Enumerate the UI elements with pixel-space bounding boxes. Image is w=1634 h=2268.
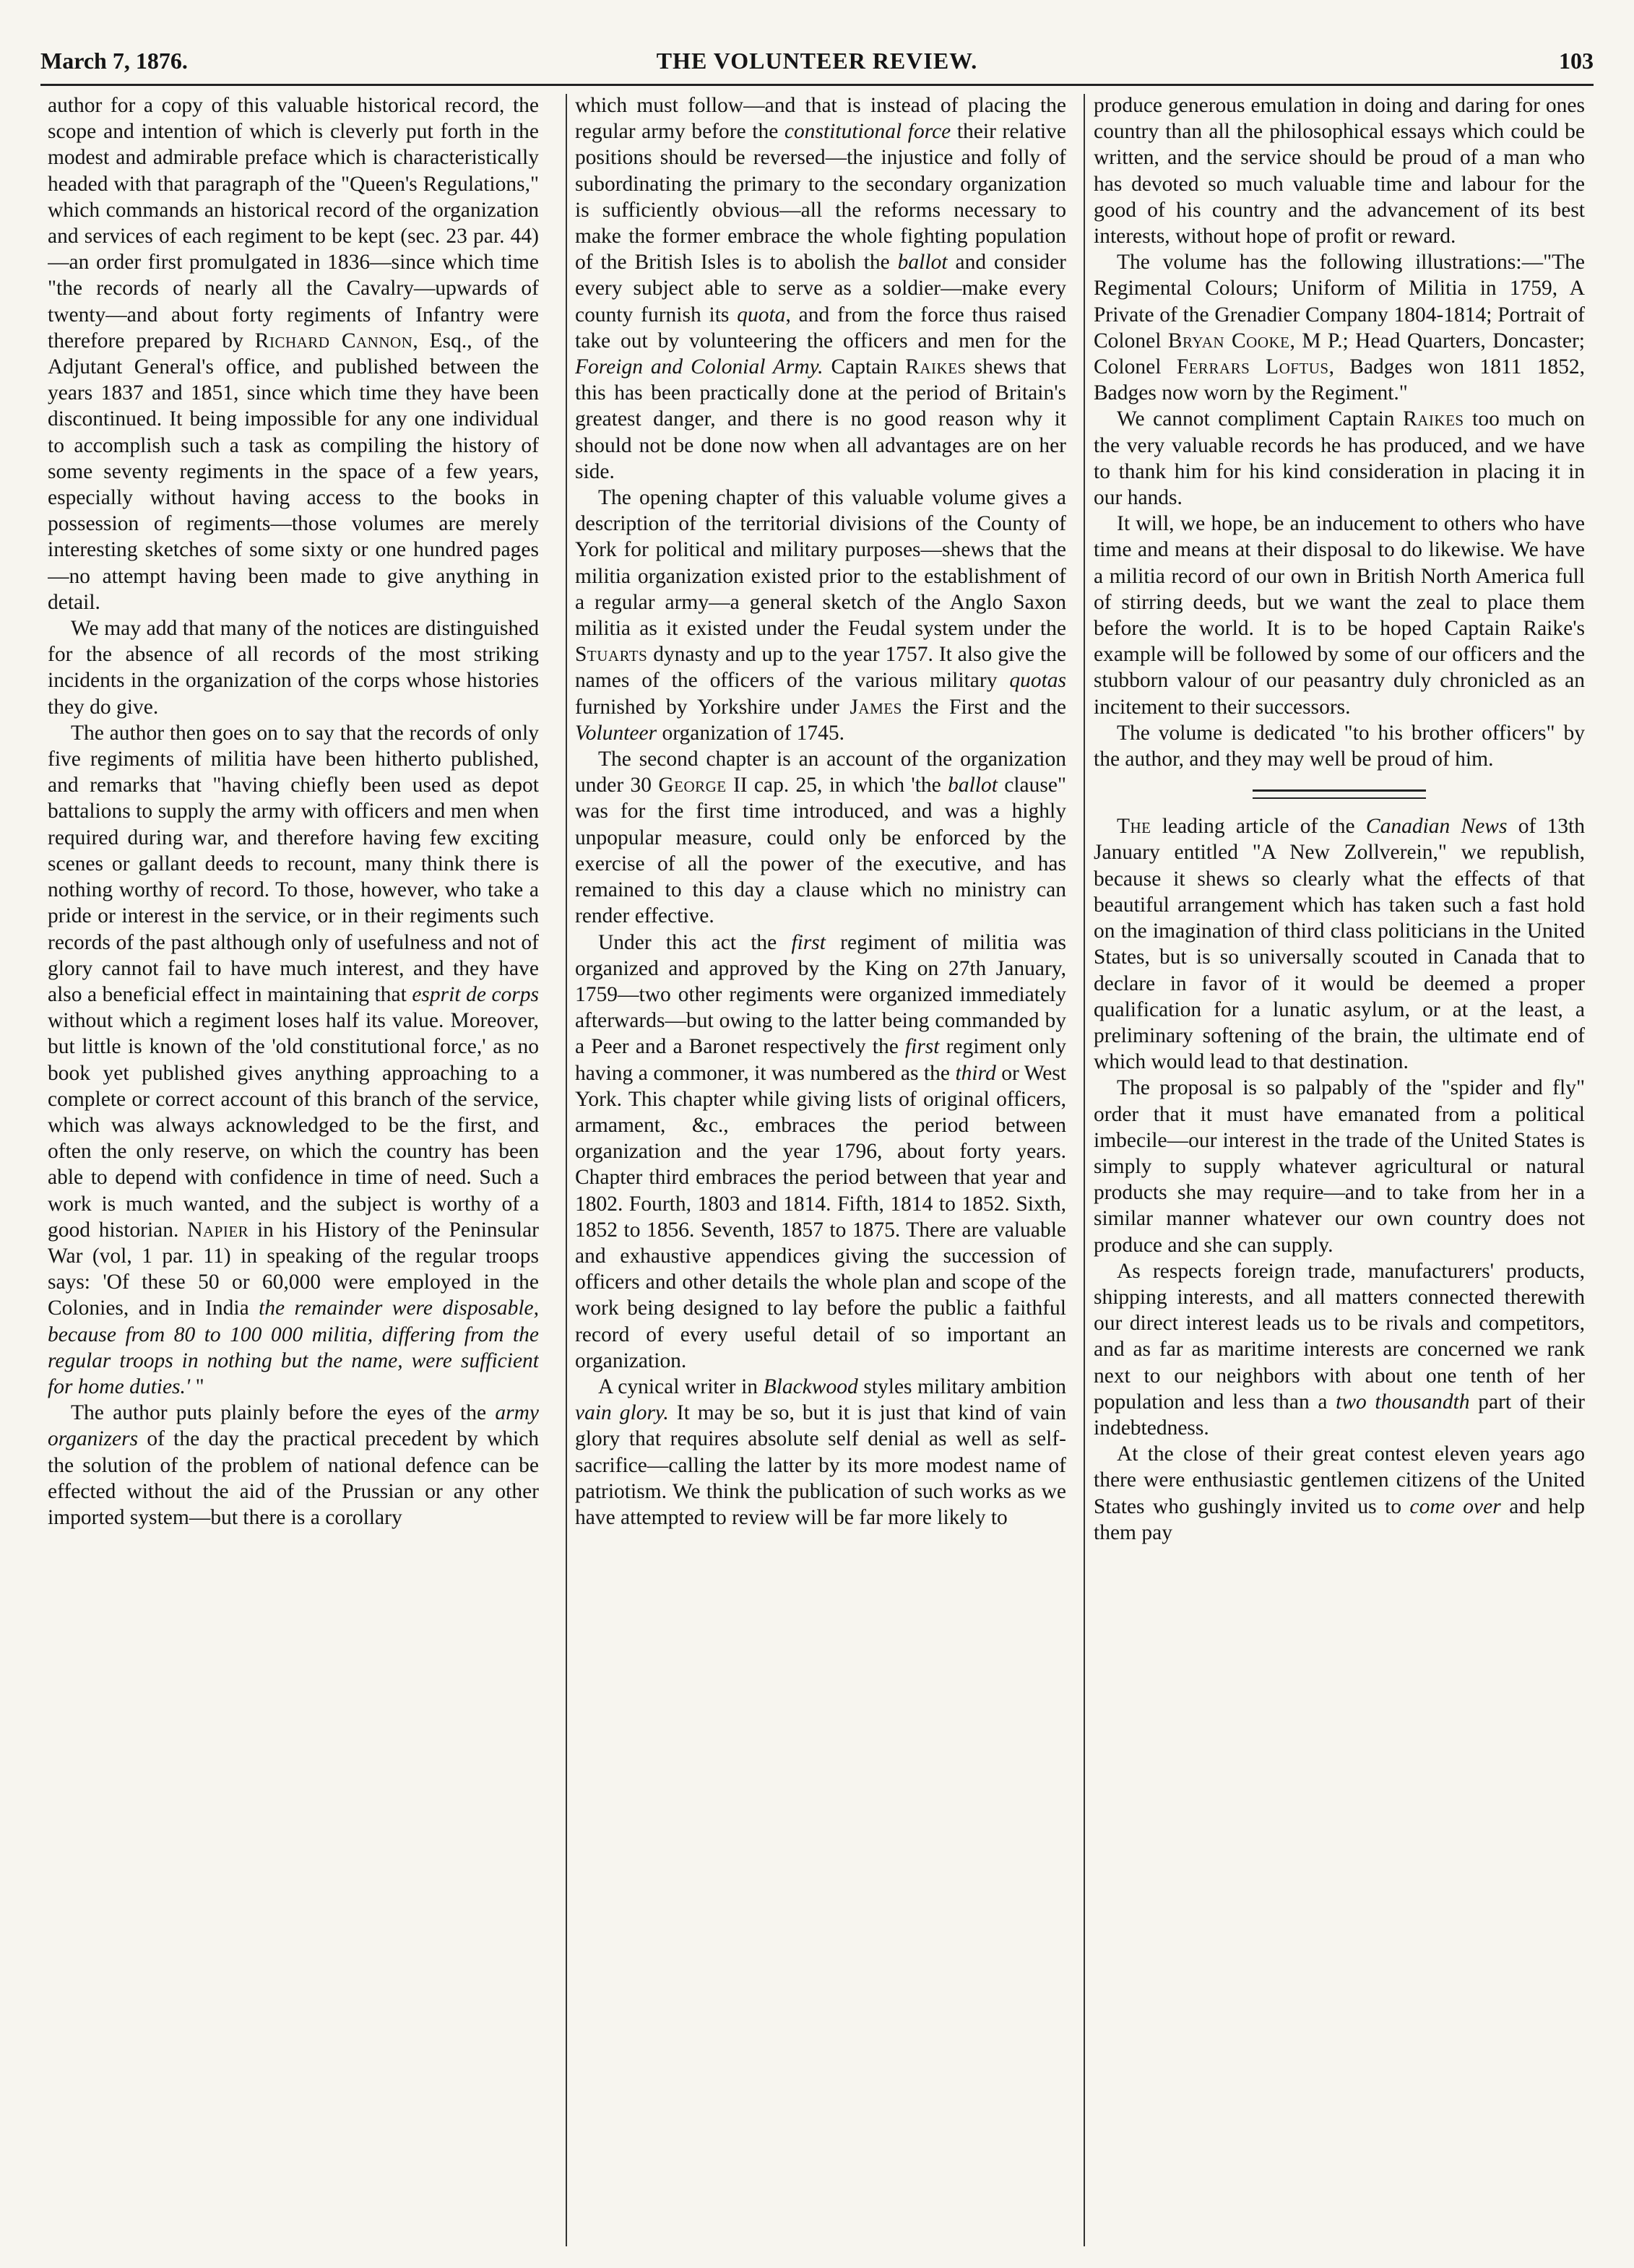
paragraph-4: Under this act the first regiment of militia was organized and approved by the King on 27th January, 1759—two other regiments were organized immediately afterwards—but owing to the latter being commanded by a Peer and a Baronet respectively the first regiment only having a commoner, it was numbered as the third or West York. This chapter while giving lists of original officers, armament, &c., embraces the period between organization and the year 1796, about forty years. Chapter third embraces the period between that year and 1802. Fourth, 1803 and 1814. Fifth, 1814 to 1852. Sixth, 1852 to 1856. Seventh, 1857 to 1875. There are valuable and exhaustive appendices giving the succession of officers and other details the whole plan and scope of the work being designed to lay before the public a faithful record of every useful detail of so important an organization. bbox=[575, 930, 1066, 1372]
column-2 bbox=[575, 92, 1066, 2252]
paragraph-2: The volume has the following illustrations:—"The Regimental Colours; Uniform of Militia in 1759, A Private of the Grenadier Company 1804-1814; Portrait of Colonel Bryan Cooke, M P.; Head Quarters, Doncaster; Colonel Ferrars Loftus, Badges won 1811 1852, Badges now worn by the Regiment." bbox=[1094, 251, 1585, 405]
paragraph-4: The author puts plainly before the eyes of the army organizers of the day the practical precedent by which the solution of the problem of national defence can be effected without the aid of the Prussian or any other imported system—but there is a corollary bbox=[48, 1401, 539, 1529]
paragraph-2: We may add that many of the notices are distinguished for the absence of all records of the most striking incidents in the organization of the corps whose histories they do give. bbox=[48, 617, 539, 719]
paragraph-4: It will, we hope, be an inducement to others who have time and means at their disposal to do likewise. We have a militia record of our own in British North America full of stirring deeds, but we want the zeal to place them before the world. It is to be hoped Captain Raike's example will be followed by some of our officers and the stubborn valour of our peasantry duly chronicled as an incitement to their successors. bbox=[1094, 512, 1585, 719]
author-name: Richard Cannon bbox=[254, 329, 413, 352]
page-number: 103 bbox=[1559, 48, 1594, 74]
paragraph-8: As respects foreign trade, manufacturers' products, shipping interests, and all matters connected therewith our direct interest leads us to be rivals and competitors, and as far as maritime interests are concerned we rank next to our neighbors with about one tenth of her population and less than a two thousandth part of their indebtedness. bbox=[1094, 1259, 1585, 1440]
column-rule-1 bbox=[566, 94, 567, 2246]
column-rule-2 bbox=[1084, 94, 1085, 2246]
masthead bbox=[40, 43, 1594, 78]
issue-date: March 7, 1876. bbox=[40, 48, 188, 74]
paragraph-3: We cannot compliment Captain Raikes too much on the very valuable records he has produced, and we have to thank him for his kind consideration in placing it in our hands. bbox=[1094, 407, 1585, 510]
paragraph-3: The author then goes on to say that the records of only five regiments of militia have been hitherto published, and remarks that "having chiefly been used as depot battalions to supply the army with officers and men when required during war, and therefore having few exciting scenes or gallant deeds to recount, many think there is nothing worthy of record. To those, however, who take a pride or interest in the service, or in their regiments such records of the past although only of usefulness and not of glory cannot fail to have much interest, and they have also a beneficial effect in maintaining that esprit de corps without which a regiment loses half its value. Moreover, but little is known of the 'old constitutional force,' as no book yet published gives anything approaching to a complete or correct account of this branch of the service, which was always acknowledged to be the first, and often the only reserve, on which the country has been able to depend with confidence in time of need. Such a work is much wanted, and the subject is worthy of a good historian. Napier in his History of the Peninsular War (vol, 1 par. 11) in speaking of the regular troops says: 'Of these 50 or 60,000 were employed in the Colonies, and in India the remainder were disposable, because from 80 to 100 000 militia, differing from the regular troops in nothing but the name, were sufficient for home duties.' " bbox=[48, 721, 539, 1398]
paragraph-1: author for a copy of this valuable historical record, the scope and intention of which is cleverly put forth in the modest and admirable preface which is characteristically headed with that paragraph of the "Queen's Regulations," which commands an historical record of the organization and services of each regiment to be kept (sec. 23 par. 44)—an order first promulgated in 1836—since which time "the records of nearly all the Cavalry—upwards of twenty—and about forty regiments of Infantry were therefore prepared by Richard Cannon, Esq., of the Adjutant General's office, and published between the years 1837 and 1851, since which time they have been discontinued. It being impossible for any one individual to accomplish such a task as compiling the history of some seventy regiments in the space of a few years, especially without having access to the books in possession of regiments—those volumes are merely interesting sketches of some sixty or one hundred pages—no attempt having been made to give anything in detail. bbox=[48, 94, 539, 614]
column-3 bbox=[1094, 92, 1585, 2252]
paragraph-5: A cynical writer in Blackwood styles military ambition vain glory. It may be so, but it is just that kind of vain glory that requires absolute self denial as well as self-sacrifice—calling the latter by its more modest name of patriotism. We think the publication of such works as we have attempted to review will be far more likely to bbox=[575, 1375, 1066, 1529]
paragraph-2: The opening chapter of this valuable volume gives a description of the territorial divisions of the County of York for political and military purposes—shews that the militia organization existed prior to the establishment of a regular army—a general sketch of the Anglo Saxon militia as it existed under the Feudal system under the Stuarts dynasty and up to the year 1757. It also give the names of the officers of the various military quotas furnished by Yorkshire under James the First and the Volunteer organization of 1745. bbox=[575, 486, 1066, 745]
paragraph-1: produce generous emulation in doing and daring for ones country than all the philosophical essays which could be written, and the service should be proud of a man who has devoted so much valuable time and labour for the good of his country and the advancement of its best interests, without hope of profit or reward. bbox=[1094, 94, 1585, 248]
paragraph-7: The proposal is so palpably of the "spider and fly" order that it must have emanated from a political imbecile—our interest in the trade of the United States is simply to supply whatever agricultural or natural products she may require—and to take from her in a similar manner whatever our own country does not produce and she can supply. bbox=[1094, 1076, 1585, 1257]
paragraph-1: which must follow—and that is instead of placing the regular army before the constitutional force their relative positions should be reversed—the injustice and folly of subordinating the primary to the secondary organization is sufficiently obvious—all the reforms necessary to make the former embrace the whole fighting population of the British Isles is to abolish the ballot and consider every subject able to serve as a soldier—make every county furnish its quota, and from the force thus raised take out by volunteering the officers and men for the Foreign and Colonial Army. Captain Raikes shews that this has been practically done at the period of Britain's greatest danger, and there is no good reason why it should not be done now when all advantages are on her side. bbox=[575, 94, 1066, 483]
paragraph-9: At the close of their great contest eleven years ago there were enthusiastic gentlemen citizens of the United States who gushingly invited us to come over and help them pay bbox=[1094, 1442, 1585, 1544]
column-1 bbox=[48, 92, 539, 2252]
section-separator bbox=[1253, 789, 1426, 799]
paragraph-5: The volume is dedicated "to his brother officers" by the author, and they may well be proud of him. bbox=[1094, 721, 1585, 771]
paragraph-3: The second chapter is an account of the organization under 30 George II cap. 25, in which 'the ballot clause" was for the first time introduced, and was a highly unpopular measure, could only be enforced by the exercise of all the power of the executive, and has remained to this day a clause which no ministry can render effective. bbox=[575, 748, 1066, 928]
header-rule bbox=[40, 84, 1594, 86]
publication-title: THE VOLUNTEER REVIEW. bbox=[656, 48, 978, 74]
paragraph-6: The leading article of the Canadian News of 13th January entitled "A New Zollverein," we republish, because it shews so clearly what the effects of that beautiful arrangement which has taken such a fast hold on the imagination of third class politicians in the United States, but is so universally scouted in Canada that to declare in favor of it would be deemed a proper qualification for a lunatic asylum, or at the least, a preliminary softening of the brain, the ultimate end of which would lead to that destination. bbox=[1094, 815, 1585, 1074]
